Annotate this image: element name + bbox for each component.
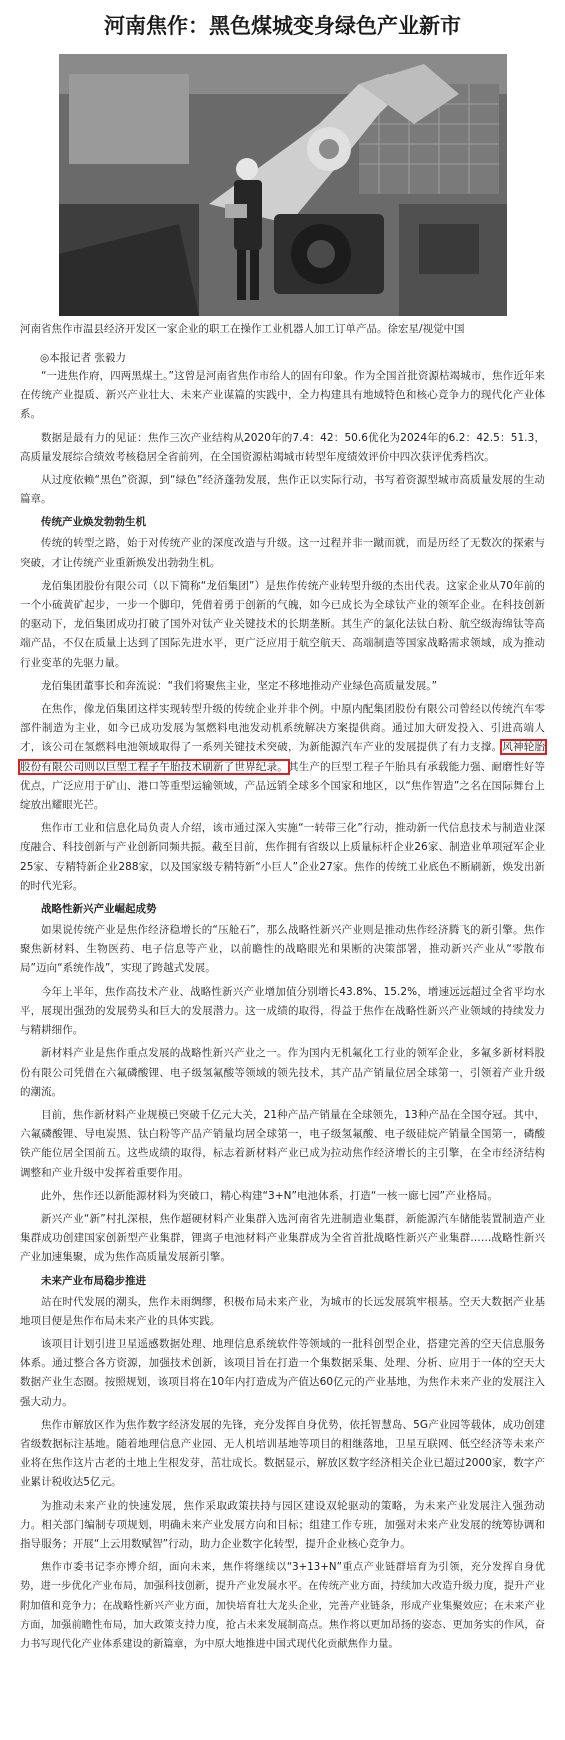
article-photo (59, 54, 507, 316)
highlighted-sentence: 风神轮胎股份有限公司则以巨型工程子午胎技术刷新了世界纪录。 (20, 741, 546, 773)
section-heading-traditional: 传统产业焕发勃勃生机 (41, 516, 146, 529)
paragraph-future-1: 站在时代发展的潮头，焦作未雨绸缪，积极布局未来产业，为城市的长远发展筑牢根基。空天大数据产业基地项目便是焦作布局未来产业的具体实践。 (20, 1295, 545, 1327)
paragraph-emerging-2: 今年上半年，焦作高技术产业、战略性新兴产业增加值分别增长43.8%、15.2%，增速远远超过全省平均水平，展现出强劲的发展势头和巨大的发展潜力。这一成绩的取得，得益于焦作在战略性新兴产业领域的持续发力与精耕细作。 (20, 985, 545, 1037)
paragraph-intro: “一进焦作府，四两黑煤土。”这曾是河南省焦作市给人的固有印象。作为全国首批资源枯竭城市，焦作近年来在传统产业提质、新兴产业壮大、未来产业谋篇的实践中，全力构建具有地域特色和核心竞争力的现代化产业体系。 (20, 370, 545, 421)
paragraph-battery: 此外，焦作还以新能源材料为突破口，精心构建“3+N”电池体系，打造“一核一廊七园”产业格局。 (41, 1189, 498, 1202)
paragraph-materials-scale: 目前，焦作新材料产业规模已突破千亿元大关，21种产品产销量在全球领先，13种产品在全国夺冠。其中，六氟磷酸锂、导电炭黑、钛白粉等产品产销量均居全球第一，电子级氢氟酸、电子级硅烷产销量全国第一，磷酸铁产能位居全国前五。这些成绩的取得，标志着新材料产业已成为拉动焦作经济增长的主引擎，在全市经济结构调整和产业升级中发挥着重要作用。 (20, 1108, 545, 1179)
section-heading-future: 未来产业布局稳步推进 (41, 1274, 146, 1287)
paragraph-zynp-tail: 其生产的巨型工程子午胎具有承载能力强、耐磨性好等优点，广泛应用于矿山、港口等重型运输领域，产品远销全球多个国家和地区，以“焦作智造”之名在国际舞台上绽放出耀眼光芒。 (20, 760, 546, 812)
paragraph-traditional-1: 传统的转型之路，始于对传统产业的深度改造与升级。这一过程并非一蹴而就，而是历经了无数次的探索与突破，才让传统产业重新焕发出勃勃生机。 (20, 537, 545, 569)
paragraph-transition: 从过度依赖“黑色”资源，到“绿色”经济蓬勃发展，焦作正以实际行动，书写着资源型城市高质量发展的生动篇章。 (20, 474, 545, 506)
paragraph-zynp-text: 在焦作，像龙佰集团这样实现转型升级的传统企业并非个例。中原内配集团股份有限公司曾经以传统汽车零部件制造为主业，如今已成功发展为氢燃料电池发动机系统解决方案提供商。通过加大研发投入、引进高端人才，该公司在氢燃料电池领域取得了一系列关键技术突破，为新能源汽车产业的发展提供了有力支撑。 (20, 703, 545, 754)
paragraph-data: 数据是最有力的见证：焦作三次产业结构从2020年的7.4：42：50.6优化为2024年的6.2：42.5：51.3，高质量发展综合绩效考核稳居全省前列，在全国资源枯竭城市转型年度绩效评价中四次获评优秀档次。 (20, 431, 545, 463)
paragraph-future-2: 该项目计划引进卫星遥感数据处理、地理信息系统软件等领域的一批科创型企业，搭建完善的空天信息服务体系。通过整合各方资源，加强技术创新，该项目旨在打造一个集数据采集、处理、分析、应用于一体的空天大数据产业生态圈。按照规划，该项目将在10年内打造成为产值达60亿元的产业基地，为焦作未来产业的发展注入强大动力。 (20, 1337, 545, 1408)
photo-caption: 河南省焦作市温县经济开发区一家企业的职工在操作工业机器人加工订单产品。徐宏星/视觉中国 (20, 323, 465, 335)
article-title: 河南焦作：黑色煤城变身绿色产业新市 (104, 14, 461, 38)
factory-robot-illustration (59, 54, 507, 316)
paragraph-future-4: 为推动未来产业的快速发展，焦作采取政策扶持与园区建设双轮驱动的策略，为未来产业发展注入强劲动力。相关部门编制专项规划，明确未来产业发展方向和目标；组建工作专班，加强对未来产业发展的统筹协调和指导服务；开展“上云用数赋智”行动，助力企业数字化转型，提升企业核心竞争力。 (20, 1499, 545, 1550)
paragraph-industry-bureau: 焦作市工业和信息化局负责人介绍，该市通过深入实施“一转带三化”行动，推动新一代信息技术与制造业深度融合、科技创新与产业创新同频共振。截至目前，焦作拥有省级以上质量标杆企业26家、制造业单项冠军企业25家、专精特新企业288家，以及国家级专精特新“小巨人”企业27家。焦作的传统工业底色不断刷新，焕发出新的时代光彩。 (20, 822, 545, 892)
reporter-byline: ◎本报记者 张毅力 (40, 352, 126, 364)
paragraph-longbai-quote: 龙佰集团董事长和奔流说：“我们将聚焦主业，坚定不移地推动产业绿色高质量发展。” (41, 679, 438, 692)
paragraph-zynp (20, 700, 545, 815)
paragraph-longbai: 龙佰集团股份有限公司（以下简称“龙佰集团”）是焦作传统产业转型升级的杰出代表。这家企业从70年前的一个小硫黄矿起步，一步一个脚印，凭借着勇于创新的气魄，如今已成长为全球钛产业的领军企业。在科技创新的驱动下，龙佰集团成功打破了国外对钛产业关键技术的长期垄断。其生产的氯化法钛白粉、航空级海绵钛等高端产品，不仅在质量上达到了国际先进水平，更广泛应用于航空航天、高端制造等国家战略需求领域，成为推动行业变革的先驱力量。 (20, 579, 545, 669)
paragraph-materials: 新材料产业是焦作重点发展的战略性新兴产业之一。作为国内无机氟化工行业的领军企业，多氟多新材料股份有限公司凭借在六氟磷酸锂、电子级氢氟酸等领域的领先技术，其产品产销量位居全球第一，引领着产业升级的潮流。 (20, 1047, 545, 1098)
paragraph-emerging-1: 如果说传统产业是焦作经济稳增长的“压舱石”，那么战略性新兴产业则是推动焦作经济腾飞的新引擎。焦作聚焦新材料、生物医药、电子信息等产业，以前瞻性的战略眼光和果断的决策部署，推动新兴产业从“零散布局”迈向“系统作战”，实现了跨越式发展。 (20, 924, 545, 975)
section-heading-emerging: 战略性新兴产业崛起成势 (41, 903, 157, 916)
paragraph-clusters: 新兴产业“新”村扎深根，焦作超硬材料产业集群入选河南省先进制造业集群，新能源汽车储能装置制造产业集群成功创建国家创新型产业集群，锂离子电池材料产业集群成为全省首批战略性新兴产业集群……战略性新兴产业加速集聚，成为焦作高质量发展新引擎。 (20, 1212, 545, 1264)
paragraph-conclusion: 焦作市委书记李亦博介绍，面向未来，焦作将继续以“3+13+N”重点产业链群培育为引领，充分发挥自身优势，进一步优化产业布局，加强科技创新，提升产业发展水平。在传统产业方面，持续加大改造升级力度，提升产业附加值和竞争力；在战略性新兴产业方面，加快培育壮大龙头企业，完善产业链条，形成产业集聚效应；在未来产业方面，加强前瞻性布局，加大政策支持力度，抢占未来发展制高点。焦作将以更加昂扬的姿态、更加务实的作风，奋力书写现代化产业体系建设的新篇章，为中原大地推进中国式现代化贡献焦作力量。 (20, 1562, 545, 1650)
paragraph-future-3: 焦作市解放区作为焦作数字经济发展的先锋，充分发挥自身优势，依托智慧岛、5G产业园等载体，成功创建省级数据标注基地。随着地理信息产业园、无人机培训基地等项目的相继落地，卫星互联网、低空经济等未来产业将在焦作这片古老的土地上生根发芽，茁壮成长。数据显示，解放区数字经济相关企业已超过2000家，数字产业累计税收达5亿元。 (20, 1418, 545, 1489)
